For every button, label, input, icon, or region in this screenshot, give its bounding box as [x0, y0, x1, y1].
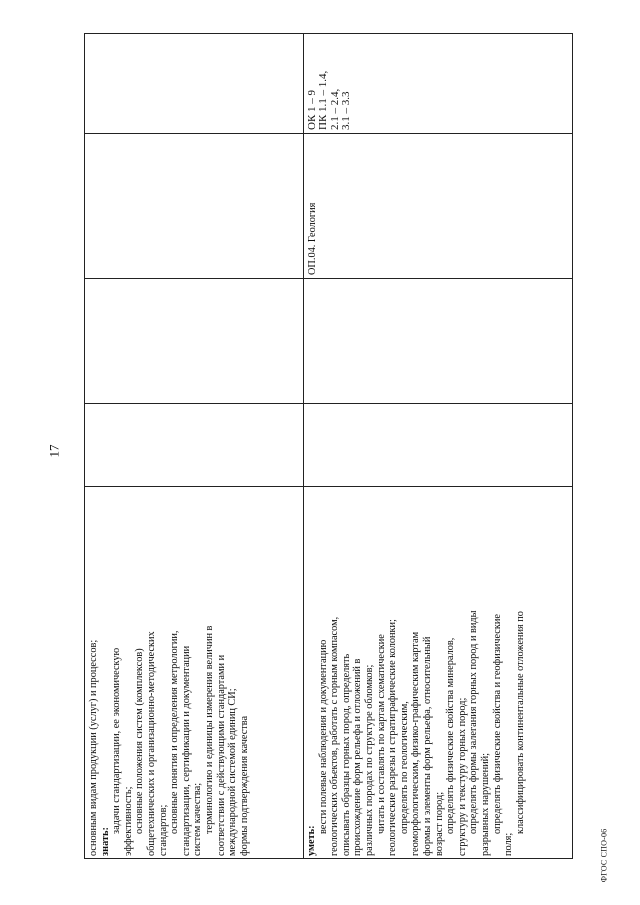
knowledge-line: международной системой единиц СИ;: [227, 688, 239, 856]
skills-line: определять по геологическим,: [398, 701, 410, 834]
skills-line: читать и составлять по картам схематические: [375, 634, 387, 834]
competency-line: ПК 1.1 – 1.4,: [317, 70, 330, 130]
skills-line: разрывных нарушений;: [479, 753, 491, 856]
knowledge-line: основные понятия и определения метрологии,: [169, 630, 181, 834]
skills-line: определять физические свойства минералов,: [445, 637, 457, 834]
skills-cell: [305, 486, 571, 858]
table-row-divider: [303, 34, 304, 858]
competency-line: ОК 1 – 9: [306, 89, 318, 130]
skills-line: возраст пород;: [433, 791, 445, 856]
skills-line: определять формы залегания горных пород и виды: [468, 610, 480, 834]
knowledge-cell: [87, 486, 303, 858]
discipline-name: ОП.04. Геология: [307, 202, 318, 275]
knowledge-line: эффективность;: [122, 786, 134, 856]
knowledge-line: терминологию и единицы измерения величин в: [203, 625, 215, 834]
skills-line: геологических объектов, работать с горным компасом,: [329, 616, 341, 856]
skills-line: геологические разрезы и стратиграфические колонки;: [387, 619, 399, 856]
table-column-divider: [85, 403, 572, 404]
knowledge-line: формы подтверждения качества: [238, 715, 250, 856]
knowledge-line: соответствии с действующими стандартами и: [215, 654, 227, 856]
skills-line: вести полевые наблюдения и документацию: [317, 639, 329, 834]
knowledge-line: стандартов;: [157, 804, 169, 856]
curriculum-table: [84, 33, 573, 859]
competencies-cell: [305, 33, 365, 133]
skills-line: формы и элементы форм рельефа, относительный: [421, 636, 433, 856]
skills-line: описывать образцы горных пород, определять: [340, 653, 352, 856]
skills-line: происхождение форм рельефа и отложений в: [352, 658, 364, 856]
skills-line: классифицировать континентальные отложения по: [514, 611, 526, 834]
skills-line: определять физические свойства и геофизические: [491, 614, 503, 834]
knowledge-line: основные положения систем (комплексов): [134, 648, 146, 834]
competency-line: 3.1 – 3.3: [340, 91, 353, 130]
page-number: 17: [46, 444, 61, 458]
knowledge-line: задачи стандартизации, ее экономическую: [111, 647, 123, 834]
knowledge-line: стандартизации, сертификации и документации: [180, 645, 192, 856]
competency-line: 2.1 – 2.4,: [328, 88, 341, 130]
skills-line: уметь:: [306, 825, 317, 856]
knowledge-line: знать:: [99, 827, 111, 856]
skills-line: различных породах по структуре обломков;: [363, 664, 375, 856]
skills-line: поля;: [503, 832, 515, 856]
footer-code: ФГОС СПО-06: [599, 828, 609, 882]
knowledge-line: основным видам продукции (услуг) и процессов;: [88, 639, 99, 856]
knowledge-line: общетехнических и организационно-методических: [145, 631, 157, 856]
table-column-divider: [85, 278, 572, 279]
knowledge-line: систем качества;: [192, 782, 204, 856]
skills-line: геоморфологическим, физико-графическим картам: [410, 631, 422, 856]
skills-line: структуру и текстуру горных пород;: [456, 697, 468, 856]
